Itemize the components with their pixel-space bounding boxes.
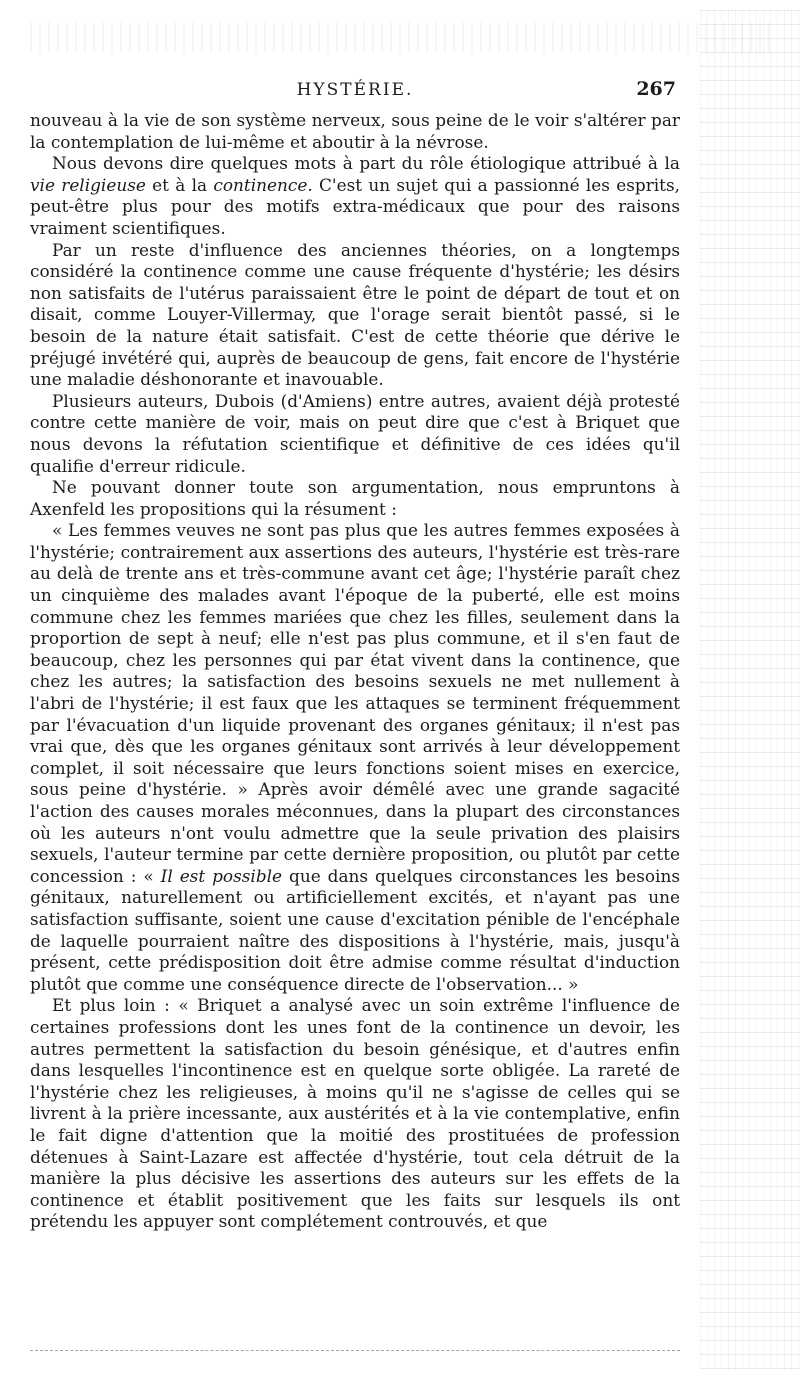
scan-bottom-rule: [30, 1350, 680, 1351]
paragraph-4-text: Plusieurs auteurs, Dubois (d'Amiens) entre autres, avaient déjà protesté contre cette manière de voir, mais on peut dire que c'est à Briquet que nous devons la réfutation scientifique et définitive de ces idées qu'il qualifie d'erreur ridicule.: [30, 390, 680, 476]
body-text: [30, 110, 680, 1233]
paragraph-1: [30, 110, 680, 153]
paragraph-1-text: nouveau à la vie de son système nerveux, sous peine de le voir s'altérer par la contemplation de lui-même et aboutir à la névrose.: [30, 110, 680, 152]
scan-noise-right-margin: [700, 10, 800, 1370]
paragraph-2-text-c: C'est un sujet qui a passionné les esprits, peut-être plus pour des motifs extra-médicaux que pour des raisons vraiment scientifiques.: [30, 174, 681, 238]
paragraph-3-text: Par un reste d'influence des anciennes théories, on a longtemps considéré la continence comme une cause fréquente d'hystérie; les désirs non satisfaits de l'utérus paraissaient être le point de départ de tout et on disait, comme Louyer-Villermay, que l'orage serait bientôt passé, si le besoin de la nature était satisfait. C'est de cette théorie que dérive le préjugé invétéré qui, auprès de beaucoup de gens, fait encore de l'hystérie une maladie déshonorante et inavouable.: [30, 239, 680, 390]
paragraph-6-text-b: que dans quelques circonstances les besoins génitaux, naturellement ou artificiellement excités, et n'ayant pas une satisfaction suffisante, soient une cause d'excitation pénible de l'encéphale de laquelle pourraient naître des dispositions à l'hystérie, mais, jusqu'à présent, cette prédisposition doit être admise comme résultat d'induction plutôt que comme une conséquence directe de l'observation... »: [30, 865, 680, 994]
paragraph-7: [30, 995, 680, 1233]
paragraph-5: [30, 477, 680, 520]
paragraph-5-text: Ne pouvant donner toute son argumentation, nous empruntons à Axenfeld les propositions qui la résument :: [30, 477, 680, 519]
paragraph-6-italic: Il est possible: [160, 865, 283, 886]
page-number: 267: [636, 78, 676, 100]
paragraph-2-italic-1: vie religieuse: [30, 174, 146, 195]
paragraph-2-text-b: et à la: [145, 174, 214, 195]
paragraph-3: [30, 240, 680, 391]
paragraph-2: [30, 153, 680, 239]
paragraph-7-text: Et plus loin : « Briquet a analysé avec un soin extrême l'influence de certaines professions dont les unes font de la continence un devoir, les autres permettent la satisfaction du besoin génésique, et d'autres enfin dans lesquelles l'incontinence est en quelque sorte obligée. La rareté de l'hystérie chez les religieuses, à moins qu'il ne s'agisse de celles qui se livrent à la prière incessante, aux austérités et à la vie contemplative, enfin le fait digne d'attention que la moitié des prostituées de profession détenues à Saint-Lazare est affectée d'hystérie, tout cela détruit de la manière la plus décisive les assertions des auteurs sur les effets de la continence et établit positivement que les faits sur lesquels ils ont prétendu les appuyer sont complétement controuvés, et que: [30, 995, 680, 1232]
running-title: HYSTÉRIE.: [296, 80, 414, 100]
paragraph-6-quote: [30, 520, 680, 995]
page-header: [30, 78, 680, 106]
paragraph-2-italic-2: continence.: [213, 174, 313, 195]
paragraph-4: [30, 391, 680, 477]
paragraph-2-text-a: Nous devons dire quelques mots à part du rôle étiologique attribué à la: [52, 153, 680, 174]
paragraph-6-text-a: « Les femmes veuves ne sont pas plus que les autres femmes exposées à l'hystérie; contrairement aux assertions des auteurs, l'hystérie est très-rare au delà de trente ans et très-commune avant cet âge; l'hystérie paraît chez un cinquième des malades avant l'époque de la puberté, elle est moins commune chez les femmes mariées que chez les filles, seulement dans la proportion de sept à neuf; elle n'est pas plus commune, et il s'en faut de beaucoup, chez les personnes qui par état vivent dans la continence, que chez les autres; la satisfaction des besoins sexuels ne met nullement à l'abri de l'hystérie; il est faux que les attaques se terminent fréquemment par l'évacuation d'un liquide provenant des organes génitaux; il n'est pas vrai que, dès que les organes génitaux sont arrivés à leur développement complet, il soit nécessaire que leurs fonctions soient mises en exercice, sous peine d'hystérie. » Après avoir démêlé avec une grande sagacité l'action des causes morales méconnues, dans la plupart des circonstances où les auteurs n'ont voulu admettre que la seule privation des plaisirs sexuels, l'auteur termine par cette dernière proposition, ou plutôt par cette concession : «: [30, 520, 680, 886]
scan-noise-top: [30, 22, 770, 52]
